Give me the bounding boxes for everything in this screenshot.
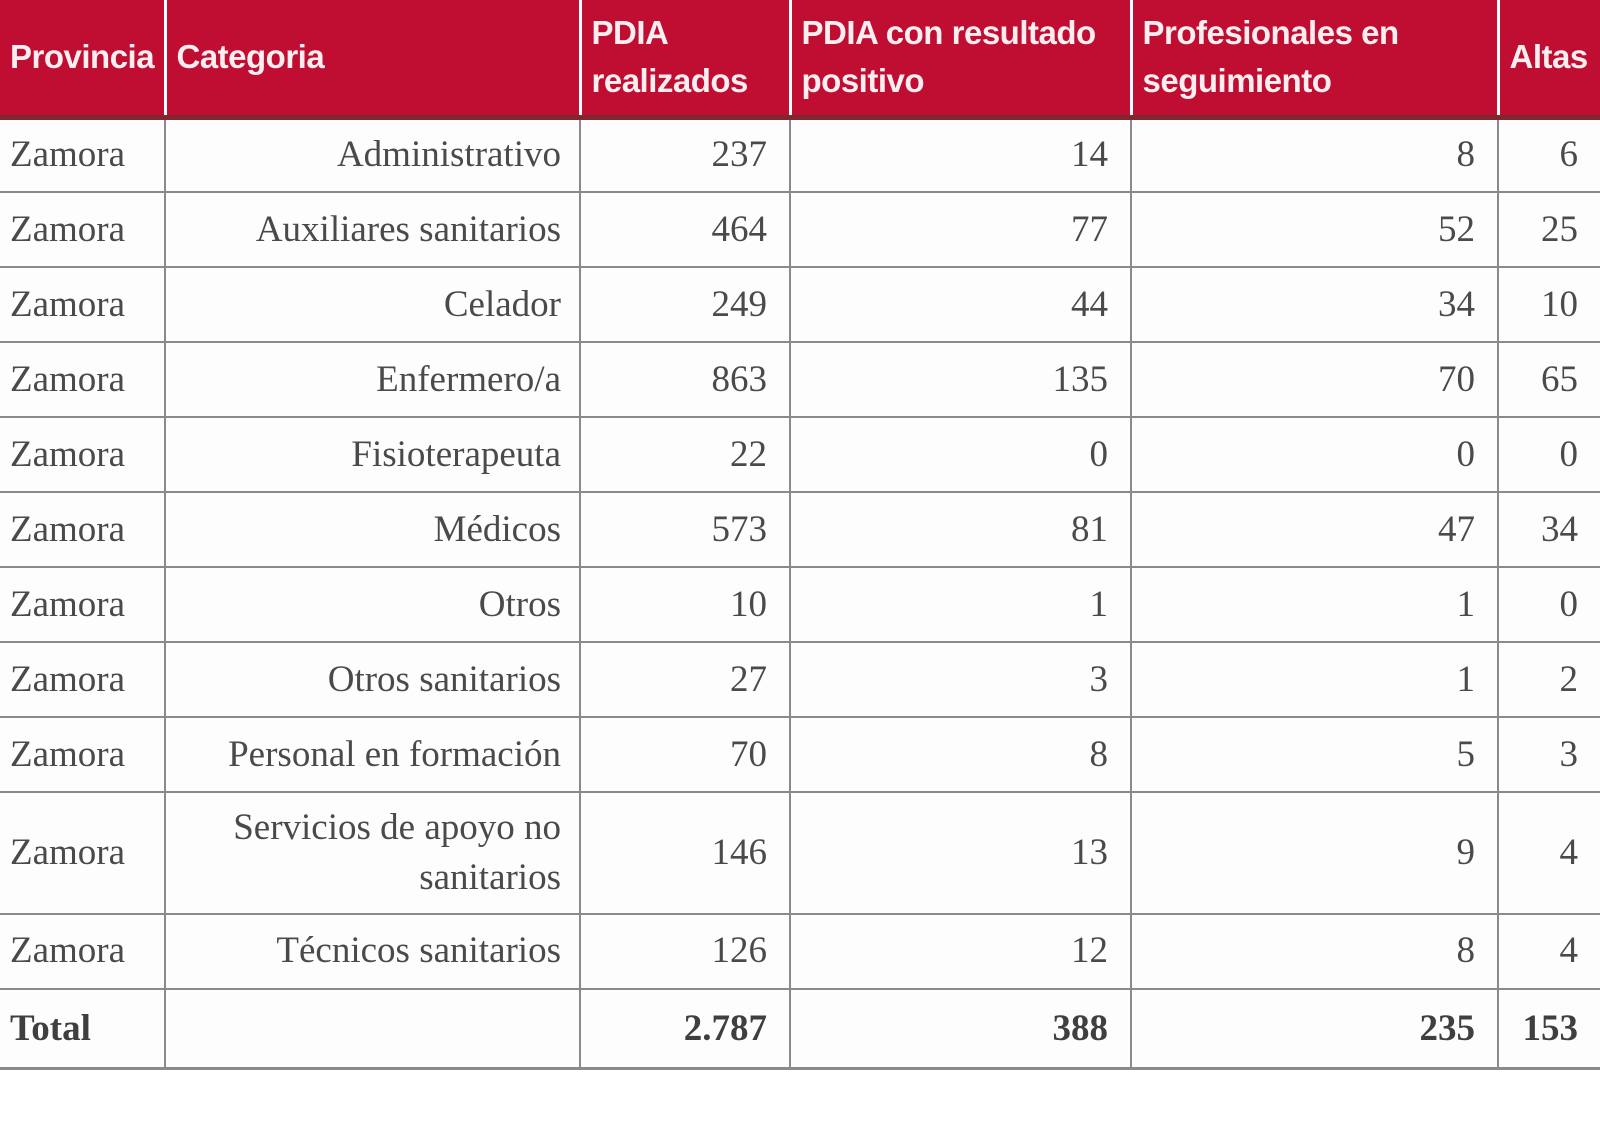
cell-categoria: Auxiliares sanitarios	[165, 192, 580, 267]
cell-provincia: Zamora	[0, 717, 165, 792]
total-pdia-positivo: 388	[790, 989, 1131, 1069]
cell-pdia-realizados: 146	[580, 792, 790, 914]
cell-pdia-realizados: 70	[580, 717, 790, 792]
cell-pdia-positivo: 44	[790, 267, 1131, 342]
table-row	[0, 117, 1600, 192]
cell-pdia-positivo: 14	[790, 117, 1131, 192]
table-row	[0, 342, 1600, 417]
table-row	[0, 267, 1600, 342]
cell-pdia-realizados: 237	[580, 117, 790, 192]
cell-pdia-realizados: 464	[580, 192, 790, 267]
cell-altas: 4	[1498, 792, 1600, 914]
total-pdia-realizados: 2.787	[580, 989, 790, 1069]
cell-seguimiento: 70	[1131, 342, 1498, 417]
table-row	[0, 717, 1600, 792]
table-row	[0, 192, 1600, 267]
total-row	[0, 989, 1600, 1069]
table-row	[0, 492, 1600, 567]
table-footer	[0, 989, 1600, 1069]
cell-altas: 0	[1498, 417, 1600, 492]
col-header-seguimiento: Profesionales en seguimiento	[1131, 0, 1498, 117]
cell-seguimiento: 8	[1131, 117, 1498, 192]
cell-pdia-positivo: 135	[790, 342, 1131, 417]
cell-pdia-realizados: 27	[580, 642, 790, 717]
cell-pdia-realizados: 22	[580, 417, 790, 492]
cell-categoria: Enfermero/a	[165, 342, 580, 417]
cell-altas: 3	[1498, 717, 1600, 792]
cell-provincia: Zamora	[0, 192, 165, 267]
cell-provincia: Zamora	[0, 567, 165, 642]
col-header-pdia-positivo: PDIA con resultado positivo	[790, 0, 1131, 117]
cell-seguimiento: 47	[1131, 492, 1498, 567]
cell-provincia: Zamora	[0, 267, 165, 342]
cell-pdia-positivo: 77	[790, 192, 1131, 267]
col-header-altas: Altas	[1498, 0, 1600, 117]
cell-categoria: Técnicos sanitarios	[165, 914, 580, 989]
cell-altas: 10	[1498, 267, 1600, 342]
cell-seguimiento: 9	[1131, 792, 1498, 914]
cell-categoria: Otros sanitarios	[165, 642, 580, 717]
table-header	[0, 0, 1600, 117]
cell-provincia: Zamora	[0, 417, 165, 492]
cell-provincia: Zamora	[0, 792, 165, 914]
table-row	[0, 567, 1600, 642]
cell-pdia-realizados: 126	[580, 914, 790, 989]
cell-pdia-positivo: 0	[790, 417, 1131, 492]
cell-pdia-realizados: 863	[580, 342, 790, 417]
cell-seguimiento: 8	[1131, 914, 1498, 989]
total-altas: 153	[1498, 989, 1600, 1069]
cell-provincia: Zamora	[0, 342, 165, 417]
cell-pdia-positivo: 12	[790, 914, 1131, 989]
cell-seguimiento: 34	[1131, 267, 1498, 342]
cell-altas: 0	[1498, 567, 1600, 642]
cell-pdia-realizados: 573	[580, 492, 790, 567]
cell-seguimiento: 1	[1131, 642, 1498, 717]
cell-provincia: Zamora	[0, 492, 165, 567]
cell-provincia: Zamora	[0, 914, 165, 989]
col-header-categoria: Categoria	[165, 0, 580, 117]
cell-seguimiento: 0	[1131, 417, 1498, 492]
table-row	[0, 792, 1600, 914]
cell-altas: 34	[1498, 492, 1600, 567]
table-row	[0, 417, 1600, 492]
cell-categoria: Celador	[165, 267, 580, 342]
table-body	[0, 117, 1600, 989]
col-header-pdia-realizados: PDIA realizados	[580, 0, 790, 117]
total-seguimiento: 235	[1131, 989, 1498, 1069]
cell-categoria: Administrativo	[165, 117, 580, 192]
cell-categoria: Servicios de apoyo no sanitarios	[165, 792, 580, 914]
cell-altas: 4	[1498, 914, 1600, 989]
table-row	[0, 914, 1600, 989]
cell-seguimiento: 52	[1131, 192, 1498, 267]
cell-categoria: Personal en formación	[165, 717, 580, 792]
cell-altas: 65	[1498, 342, 1600, 417]
header-row	[0, 0, 1600, 117]
cell-categoria: Médicos	[165, 492, 580, 567]
cell-altas: 6	[1498, 117, 1600, 192]
cell-seguimiento: 5	[1131, 717, 1498, 792]
table-row	[0, 642, 1600, 717]
cell-pdia-positivo: 13	[790, 792, 1131, 914]
cell-pdia-positivo: 1	[790, 567, 1131, 642]
cell-provincia: Zamora	[0, 117, 165, 192]
cell-pdia-realizados: 249	[580, 267, 790, 342]
cell-pdia-positivo: 8	[790, 717, 1131, 792]
total-categoria-empty	[165, 989, 580, 1069]
cell-seguimiento: 1	[1131, 567, 1498, 642]
col-header-provincia: Provincia	[0, 0, 165, 117]
total-label: Total	[0, 989, 165, 1069]
cell-categoria: Otros	[165, 567, 580, 642]
cell-pdia-realizados: 10	[580, 567, 790, 642]
cell-pdia-positivo: 3	[790, 642, 1131, 717]
cell-categoria: Fisioterapeuta	[165, 417, 580, 492]
cell-altas: 25	[1498, 192, 1600, 267]
cell-pdia-positivo: 81	[790, 492, 1131, 567]
cell-altas: 2	[1498, 642, 1600, 717]
cell-provincia: Zamora	[0, 642, 165, 717]
